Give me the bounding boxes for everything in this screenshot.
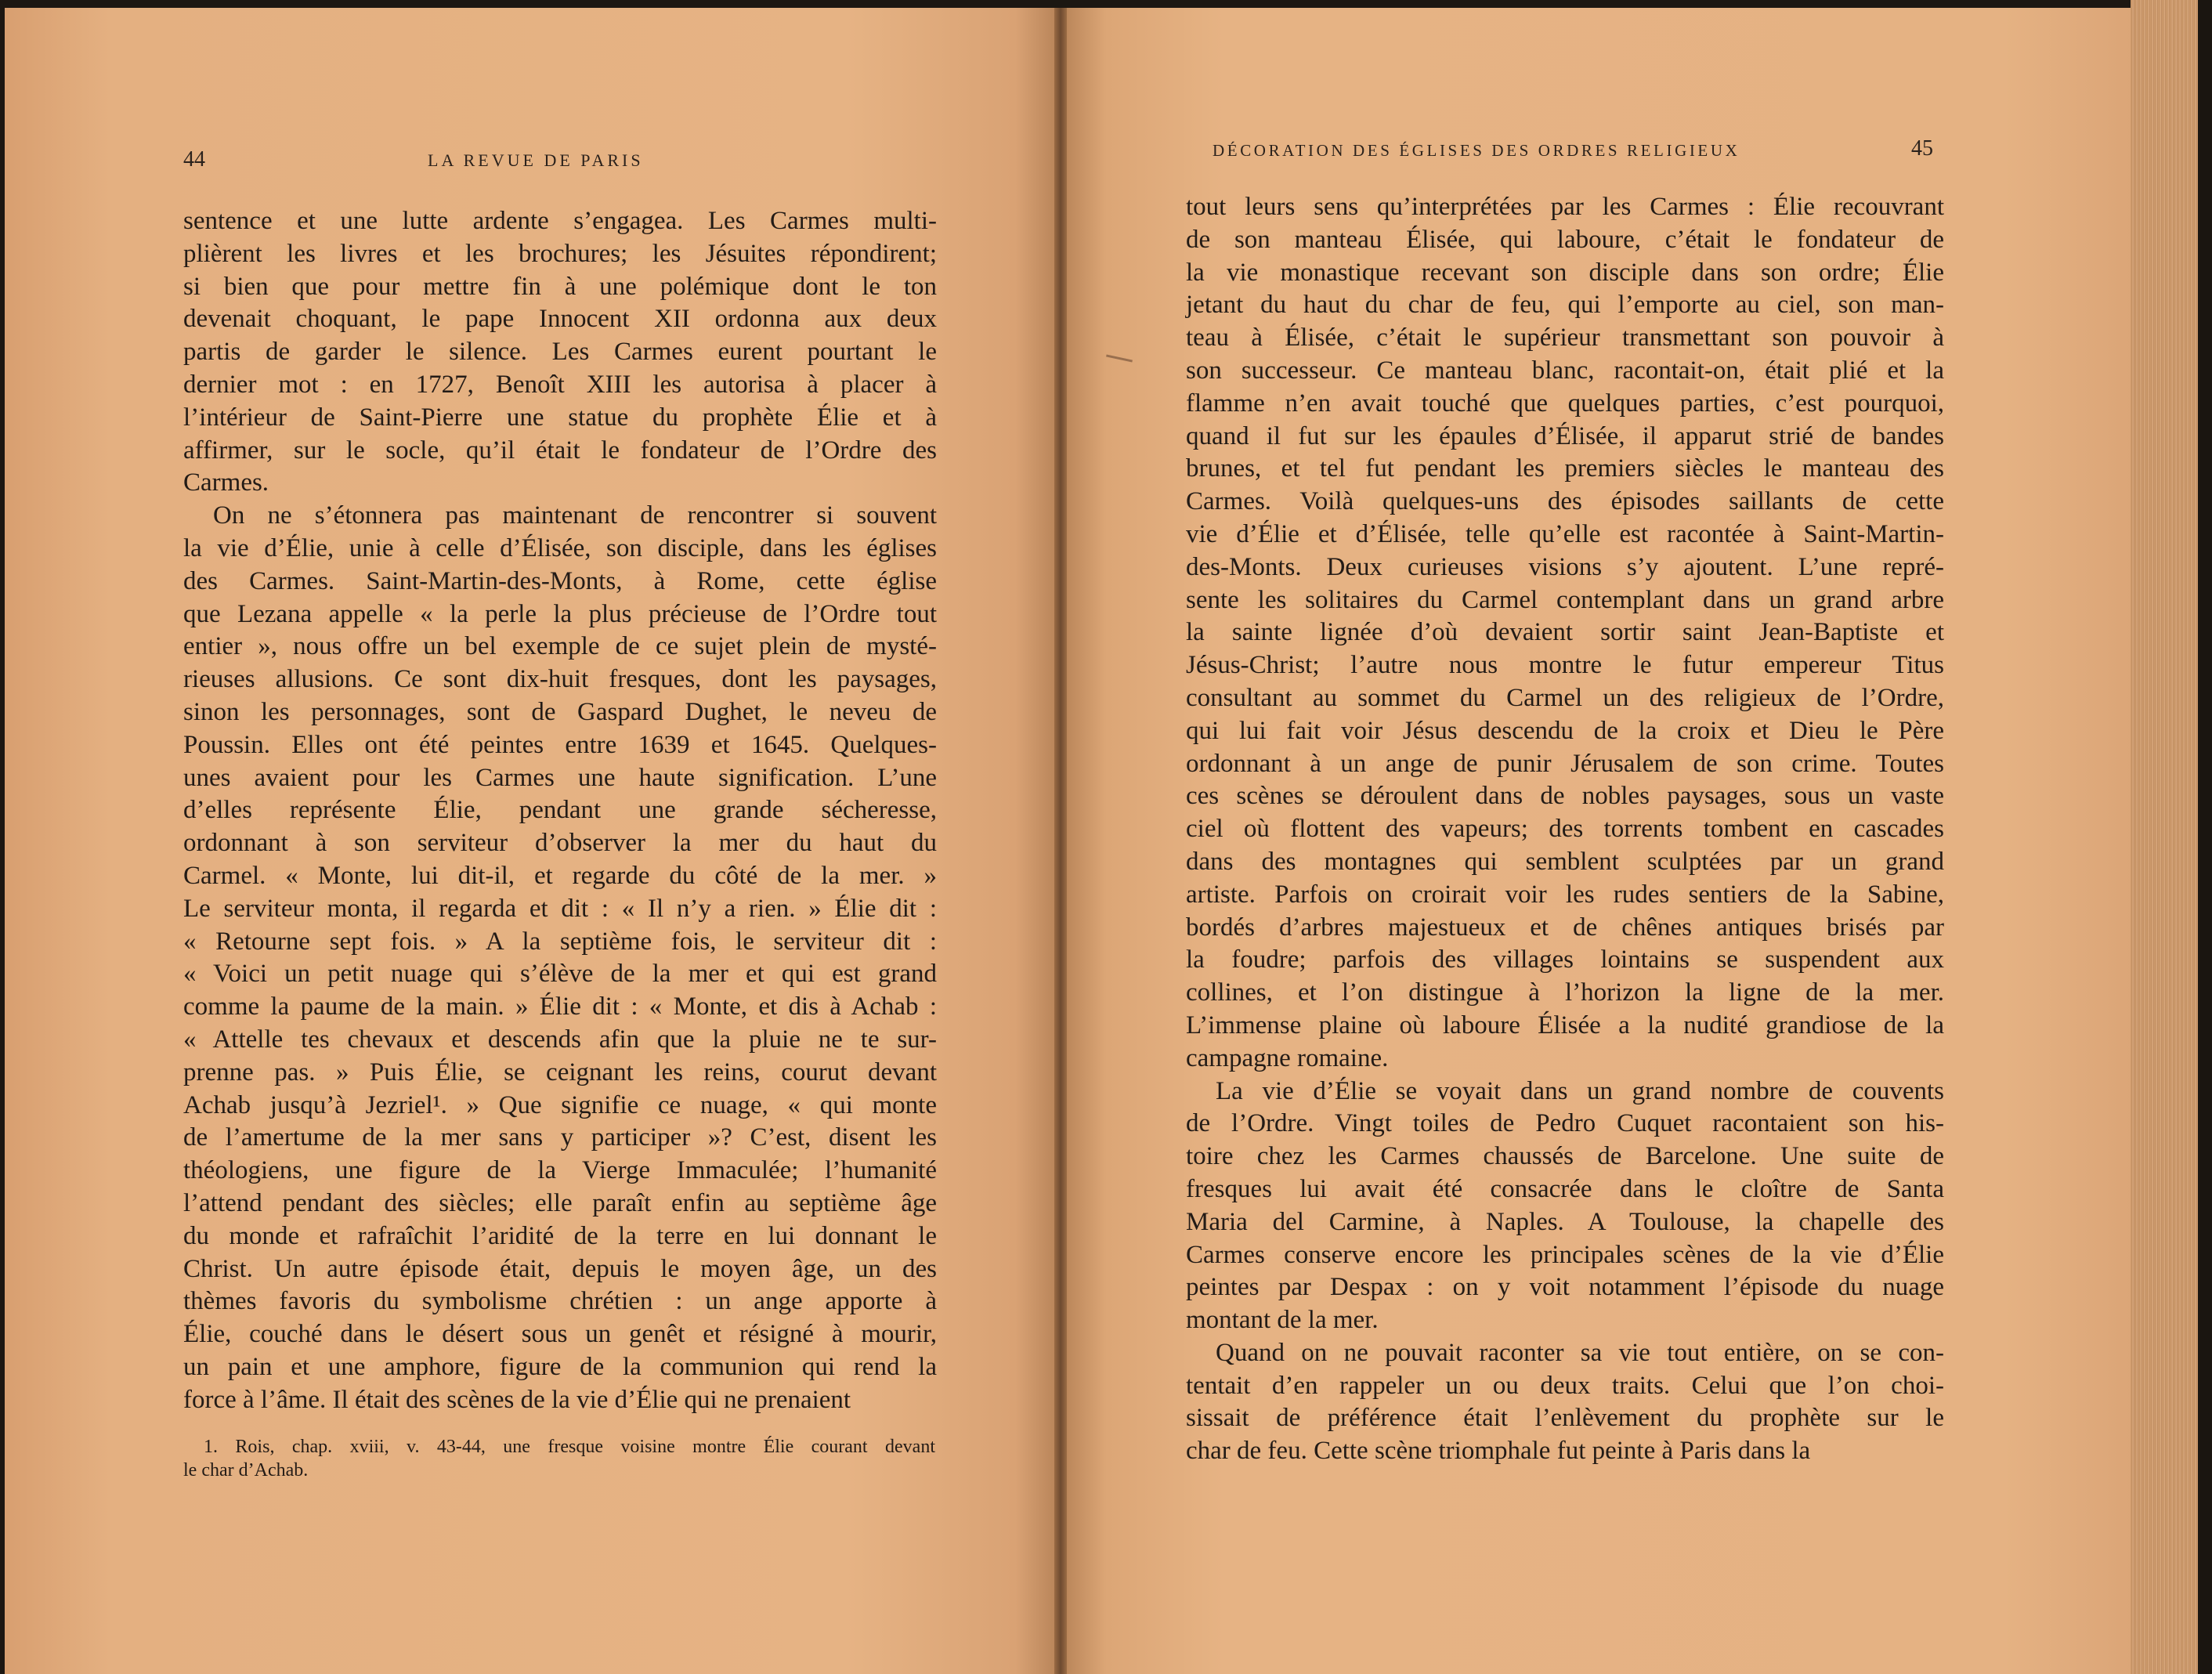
- text-line: des Carmes. Saint-Martin-des-Monts, à Rome, cette église: [183, 566, 937, 595]
- text-line: quand il fut sur les épaules d’Élisée, il apparut strié de bandes: [1186, 421, 1944, 450]
- text-line: teau à Élisée, c’était le supérieur transmettant son pouvoir à: [1186, 324, 1944, 353]
- text-line: dans des montagnes qui semblent sculptées par un grand: [1186, 847, 1944, 876]
- text-line: montant de la mer.: [1186, 1306, 1379, 1335]
- text-line: affirmer, sur le socle, qu’il était le fondateur de l’Ordre des: [183, 436, 937, 465]
- text-line: Carmel. « Monte, lui dit-il, et regarde du côté de la mer. »: [183, 861, 937, 890]
- text-line: « Voici un petit nuage qui s’élève de la mer et qui est grand: [183, 960, 937, 989]
- text-line: campagne romaine.: [1186, 1043, 1389, 1072]
- text-line: que Lezana appelle « la perle la plus précieuse de l’Ordre tout: [183, 599, 937, 628]
- text-line: consultant au sommet du Carmel un des religieux de l’Ordre,: [1186, 683, 1944, 712]
- text-line: La vie d’Élie se voyait dans un grand nombre de couvents: [1216, 1076, 1944, 1105]
- text-line: la sainte lignée d’où devaient sortir saint Jean-Baptiste et: [1186, 618, 1944, 647]
- text-line: ordonnant à un ange de punir Jérusalem de son crime. Toutes: [1186, 749, 1944, 778]
- left-body-text: [183, 205, 937, 1416]
- text-line: comme la paume de la main. » Élie dit : « Monte, et dis à Achab :: [183, 992, 937, 1021]
- text-line: la vie d’Élie, unie à celle d’Élisée, son disciple, dans les églises: [183, 533, 937, 562]
- text-line: ciel où flottent des vapeurs; des torrents tombent en cascades: [1186, 815, 1944, 844]
- text-line: char de feu. Cette scène triomphale fut peinte à Paris dans la: [1186, 1437, 1811, 1466]
- text-line: l’attend pendant des siècles; elle paraît enfin au septième âge: [183, 1188, 937, 1217]
- text-line: Carmes. Voilà quelques-uns des épisodes saillants de cette: [1186, 487, 1944, 516]
- text-line: Le serviteur monta, il regarda et dit : « Il n’y a rien. » Élie dit :: [183, 894, 937, 923]
- text-line: « Attelle tes chevaux et descends afin que la pluie ne te sur-: [183, 1025, 937, 1054]
- text-line: sentence et une lutte ardente s’engagea. Les Carmes multi-: [183, 207, 937, 235]
- text-line: fresques lui avait été consacrée dans le cloître de Santa: [1186, 1174, 1944, 1203]
- text-line: flamme n’en avait touché que quelques parties, c’est pourquoi,: [1186, 389, 1944, 418]
- text-line: Carmes.: [183, 468, 269, 497]
- text-line: bordés d’arbres majestueux et de chênes antiques brisés par: [1186, 913, 1944, 942]
- left-footnote: [183, 1435, 935, 1482]
- left-page-number: 44: [183, 147, 205, 172]
- text-line: de l’amertume de la mer sans y participer »? C’est, disent les: [183, 1123, 937, 1152]
- text-line: Poussin. Elles ont été peintes entre 1639 et 1645. Quelques-: [183, 730, 937, 759]
- text-line: entier », nous offre un bel exemple de ce sujet plein de mysté-: [183, 632, 937, 661]
- text-line: toire chez les Carmes chaussés de Barcelone. Une suite de: [1186, 1142, 1944, 1171]
- text-line: rieuses allusions. Ce sont dix-huit fresques, dont les paysages,: [183, 665, 937, 694]
- footnote-line: 1. Rois, chap. xviii, v. 43-44, une fresque voisine montre Élie courant devant: [204, 1437, 935, 1457]
- text-line: ces scènes se déroulent dans de nobles paysages, sous un vaste: [1186, 782, 1944, 811]
- text-line: dernier mot : en 1727, Benoît XIII les autorisa à placer à: [183, 370, 937, 399]
- right-page-number: 45: [1911, 136, 1933, 161]
- text-line: collines, et l’on distingue à l’horizon la ligne de la mer.: [1186, 978, 1944, 1007]
- text-line: sissait de préférence était l’enlèvement du prophète sur le: [1186, 1404, 1944, 1433]
- text-line: qui lui fait voir Jésus descendu de la croix et Dieu le Père: [1186, 716, 1944, 745]
- text-line: Quand on ne pouvait raconter sa vie tout entière, on se con-: [1216, 1338, 1944, 1367]
- text-line: plièrent les livres et les brochures; les Jésuites répondirent;: [183, 239, 937, 268]
- text-line: sente les solitaires du Carmel contemplant dans un grand arbre: [1186, 585, 1944, 614]
- text-line: de son manteau Élisée, qui laboure, c’était le fondateur de: [1186, 225, 1944, 254]
- text-line: la vie monastique recevant son disciple dans son ordre; Élie: [1186, 258, 1944, 287]
- text-line: On ne s’étonnera pas maintenant de rencontrer si souvent: [213, 501, 937, 530]
- text-line: unes avaient pour les Carmes une haute signification. L’une: [183, 763, 937, 792]
- text-line: brunes, et tel fut pendant les premiers siècles le manteau des: [1186, 454, 1944, 483]
- text-line: sinon les personnages, sont de Gaspard Dughet, le neveu de: [183, 697, 937, 726]
- text-line: artiste. Parfois on croirait voir les rudes sentiers de la Sabine,: [1186, 880, 1944, 909]
- text-line: L’immense plaine où laboure Élisée a la nudité grandiose de la: [1186, 1011, 1944, 1039]
- text-line: un pain et une amphore, figure de la communion qui rend la: [183, 1352, 937, 1381]
- page-edges: [2131, 0, 2212, 1674]
- text-line: peintes par Despax : on y voit notamment l’épisode du nuage: [1186, 1273, 1944, 1302]
- text-line: des-Monts. Deux curieuses visions s’y ajoutent. L’une repré-: [1186, 552, 1944, 581]
- text-line: Élie, couché dans le désert sous un genêt et résigné à mourir,: [183, 1320, 937, 1349]
- text-line: si bien que pour mettre fin à une polémique dont le ton: [183, 272, 937, 301]
- text-line: Maria del Carmine, à Naples. A Toulouse, la chapelle des: [1186, 1207, 1944, 1236]
- text-line: Christ. Un autre épisode était, depuis le moyen âge, un des: [183, 1254, 937, 1283]
- text-line: Carmes conserve encore les principales scènes de la vie d’Élie: [1186, 1240, 1944, 1269]
- text-line: force à l’âme. Il était des scènes de la vie d’Élie qui ne prenaient: [183, 1385, 851, 1414]
- text-line: théologiens, une figure de la Vierge Immaculée; l’humanité: [183, 1156, 937, 1185]
- text-line: la foudre; parfois des villages lointains se suspendent aux: [1186, 945, 1944, 974]
- right-header: [1213, 135, 1964, 166]
- text-line: l’intérieur de Saint-Pierre une statue du prophète Élie et à: [183, 403, 937, 432]
- text-line: du monde et rafraîchit l’aridité de la terre en lui donnant le: [183, 1221, 937, 1250]
- text-line: tout leurs sens qu’interprétées par les Carmes : Élie recouvrant: [1186, 193, 1944, 221]
- text-line: Achab jusqu’à Jezriel¹. » Que signifie ce nuage, « qui monte: [183, 1090, 937, 1119]
- text-line: thèmes favoris du symbolisme chrétien : un ange apporte à: [183, 1287, 937, 1316]
- book-gutter: [1054, 8, 1067, 1674]
- text-line: prenne pas. » Puis Élie, se ceignant les reins, courut devant: [183, 1058, 937, 1086]
- text-line: devenait choquant, le pape Innocent XII ordonna aux deux: [183, 305, 937, 334]
- right-body-text: [1186, 191, 1944, 1468]
- text-line: Jésus-Christ; l’autre nous montre le futur empereur Titus: [1186, 651, 1944, 680]
- text-line: ordonnant à son serviteur d’observer la mer du haut du: [183, 829, 937, 858]
- left-header: [183, 144, 967, 175]
- footnote-line: le char d’Achab.: [183, 1460, 309, 1481]
- text-line: partis de garder le silence. Les Carmes eurent pourtant le: [183, 338, 937, 367]
- text-line: de l’Ordre. Vingt toiles de Pedro Cuquet racontaient son his-: [1186, 1109, 1944, 1138]
- text-line: son successeur. Ce manteau blanc, racontait-on, était plié et la: [1186, 356, 1944, 385]
- text-line: « Retourne sept fois. » A la septième fois, le serviteur dit :: [183, 927, 937, 956]
- text-line: jetant du haut du char de feu, qui l’emporte au ciel, son man-: [1186, 291, 1944, 320]
- left-running-head: LA REVUE DE PARIS: [428, 150, 644, 170]
- text-line: d’elles représente Élie, pendant une grande sécheresse,: [183, 796, 937, 825]
- text-line: tentait d’en rappeler un ou deux traits. Celui que l’on choi-: [1186, 1371, 1944, 1400]
- text-line: vie d’Élie et d’Élisée, telle qu’elle est racontée à Saint-Martin-: [1186, 519, 1944, 548]
- right-running-head: DÉCORATION DES ÉGLISES DES ORDRES RELIGIEUX: [1213, 141, 1740, 160]
